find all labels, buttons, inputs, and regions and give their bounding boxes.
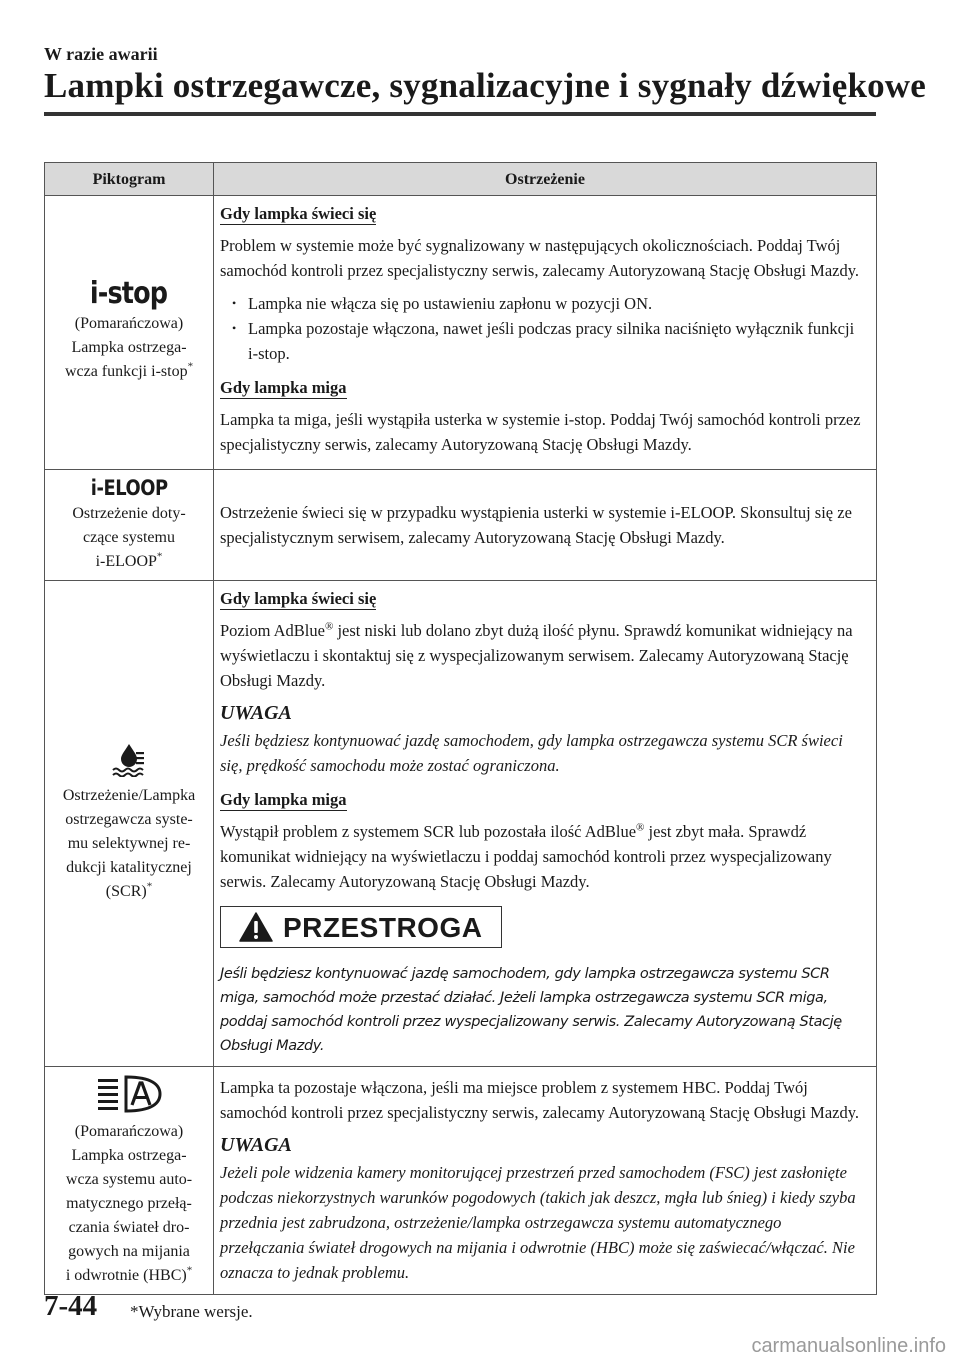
pictogram-description: (Pomarańczowa) Lampka ostrzega- wcza funkcji i-stop* (64, 315, 194, 380)
footnote: *Wybrane wersje. (130, 1302, 253, 1321)
pictogram-cell (45, 1067, 214, 1295)
table-row (45, 470, 877, 581)
warning-cell (214, 470, 877, 581)
caution-label: PRZESTROGA (283, 911, 483, 943)
heading-lamp-blink: Gdy lampka miga (220, 378, 347, 397)
table-row (45, 1067, 877, 1295)
table-row (45, 581, 877, 1067)
list-item: • Lampka pozostaje włączona, nawet jeśli podczas pracy silnika naciśnięto wyłącznik funkcji i-stop. (238, 316, 866, 366)
i-eloop-icon: i-ELOOP (90, 476, 168, 500)
page-number: 7-44 (44, 1290, 98, 1322)
section-label: W razie awarii (44, 44, 158, 64)
scr-adblue-icon (111, 743, 147, 777)
asterisk: * (187, 360, 194, 373)
paragraph: Poziom AdBlue® jest niski lub dolano zbyt dużą ilość płynu. Sprawdź komunikat widniejący na wyświetlaczu i skontaktuj się z wyspecjalizowanym serwisem. Zalecamy Autoryzowaną Stację Obsługi Mazdy. (220, 620, 853, 690)
paragraph: Lampka ta pozostaje włączona, jeśli ma miejsce problem z systemem HBC. Poddaj Twój samochód kontroli przez specjalistyczny serwis, zalecamy Autoryzowaną Stację Obsługi Mazdy. (220, 1077, 860, 1122)
heading-lamp-on: Gdy lampka świeci się (220, 589, 377, 608)
pictogram-cell (45, 196, 214, 470)
title-rule (44, 112, 876, 116)
note-text: Jeśli będziesz kontynuować jazdę samochodem, gdy lampka ostrzegawcza systemu SCR świeci się, prędkość samochodu może zostać ograniczona. (220, 731, 843, 775)
paragraph: Problem w systemie może być sygnalizowany w następujących okolicznościach. Poddaj Twój samochód kontroli przez specjalistyczny serwis, zalecamy Autoryzowaną Stację Obsługi Mazdy. (220, 236, 860, 280)
asterisk: * (156, 550, 163, 563)
asterisk: * (146, 880, 153, 893)
list-item: • Lampka nie włącza się po ustawieniu zapłonu w pozycji ON. (238, 291, 866, 316)
pictogram-description: Ostrzeżenie/Lampka ostrzegawcza syste- mu selektywnej re- dukcji katalitycznej (SCR)* (62, 787, 196, 900)
warning-cell (214, 196, 877, 470)
pictogram-description: Ostrzeżenie doty- czące systemu i-ELOOP* (72, 505, 186, 570)
warning-triangle-icon (239, 912, 273, 942)
note-title: UWAGA (220, 1133, 292, 1156)
pictogram-description: (Pomarańczowa) Lampka ostrzega- wcza systemu auto- matycznego przełą- czania świateł dro- gowych na mijania i odwrotnie (HBC)* (65, 1123, 193, 1284)
bullet-list (220, 291, 866, 366)
warning-cell (214, 581, 877, 1067)
asterisk: * (186, 1264, 193, 1277)
paragraph: Lampka ta miga, jeśli wystąpiła usterka w systemie i-stop. Poddaj Twój samochód kontroli przez specjalistyczny serwis, zalecamy Autoryzowaną Stację Obsługi Mazdy. (220, 410, 861, 454)
pictogram-cell (45, 470, 214, 581)
watermark: carmanualsonline.info (751, 1335, 946, 1357)
caution-box (220, 906, 502, 948)
warning-lights-table (44, 162, 877, 1295)
heading-lamp-blink: Gdy lampka miga (220, 790, 347, 809)
paragraph: Ostrzeżenie świeci się w przypadku wystąpienia usterki w systemie i-ELOOP. Skonsultuj się ze specjalistycznym serwisem, zalecamy Autoryzowaną Stację Obsługi Mazdy. (220, 503, 852, 547)
warning-cell (214, 1067, 877, 1295)
col-header-warning: Ostrzeżenie (214, 163, 877, 196)
note-title: UWAGA (220, 702, 292, 724)
table-row (45, 196, 877, 470)
page-title: Lampki ostrzegawcze, sygnalizacyjne i sygnały dźwiękowe (44, 66, 927, 105)
i-stop-icon: i-stop (90, 276, 168, 311)
table-header-row (45, 163, 877, 196)
note-text: Jeżeli pole widzenia kamery monitorującej przestrzeń przed samochodem (FSC) jest zasłonięte podczas niekorzystnych warunków pogodowych (takich jak deszcz, mgła lub śnieg) i kiedy szyba przednia jest zabrudzona, ostrzeżenie/lampka ostrzegawcza systemu automatycznego przełączania świateł drogowych na mijania i odwrotnie (HBC) może się zaświecać/włączać. Nie oznacza to jednak problemu. (220, 1162, 856, 1282)
registered-mark: ® (636, 821, 645, 834)
heading-lamp-on: Gdy lampka świeci się (220, 204, 377, 223)
col-header-pictogram: Piktogram (45, 163, 214, 196)
hbc-headlight-auto-icon (94, 1073, 164, 1113)
paragraph: Wystąpił problem z systemem SCR lub pozostała ilość AdBlue® jest zbyt mała. Sprawdź komunikat widniejący na wyświetlaczu i poddaj samochód kontroli przez wyspecjalizowany serwis. Zalecamy Autoryzowaną Stację Obsługi Mazdy. (220, 821, 832, 891)
caution-text: Jeśli będziesz kontynuować jazdę samochodem, gdy lampka ostrzegawcza systemu SCR miga, samochód może przestać działać. Jeżeli lampka ostrzegawcza systemu SCR miga, poddaj samochód kontroli przez wyspecjalizowany serwis. Zalecamy Autoryzowaną Stację Obsługi Mazdy. (220, 966, 842, 1054)
registered-mark: ® (324, 620, 334, 633)
pictogram-cell (45, 581, 214, 1067)
